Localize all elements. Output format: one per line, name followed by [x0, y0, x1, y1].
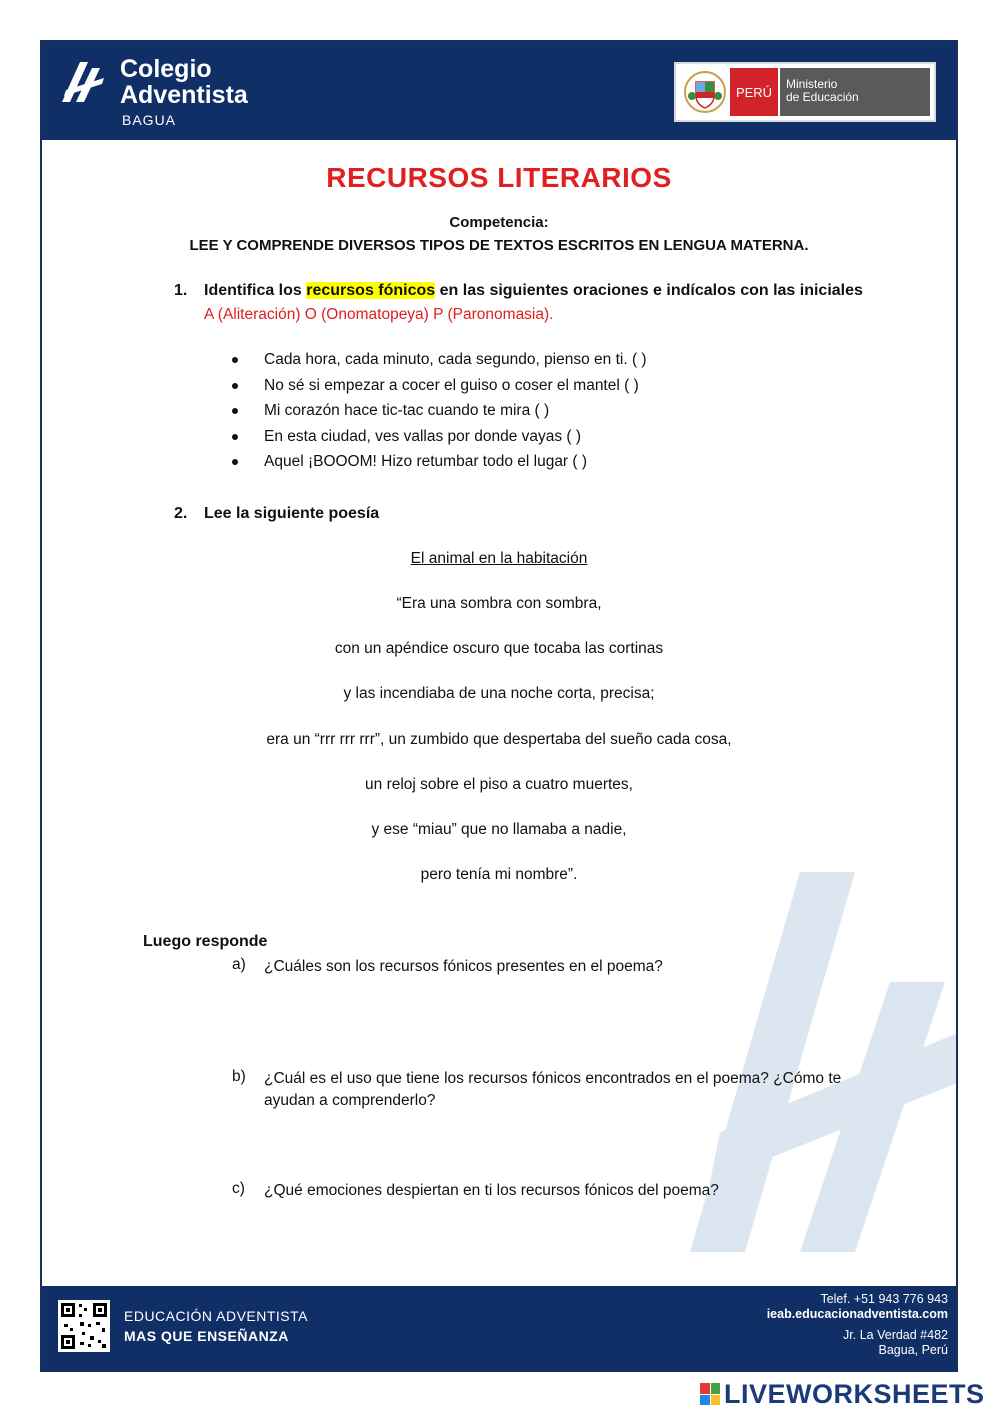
sentence-text: Mi corazón hace tic-tac cuando te mira ( )	[264, 402, 550, 419]
ministry-name	[780, 68, 930, 116]
question-letter: b)	[232, 1068, 246, 1085]
footer-phone: Telef. +51 943 776 943	[820, 1292, 948, 1306]
list-item[interactable]	[232, 449, 647, 475]
qr-code-icon	[58, 1300, 110, 1352]
liveworksheets-logo[interactable]	[700, 1378, 985, 1410]
question-1	[174, 282, 863, 300]
list-item[interactable]	[232, 373, 647, 399]
question-1-text-after: en las siguientes oraciones e indícalos con las iniciales	[435, 282, 863, 299]
bullet-icon	[232, 459, 238, 465]
poem-line: y las incendiaba de una noche corta, precisa;	[343, 685, 655, 702]
footer-address-line2: Bagua, Perú	[878, 1343, 948, 1357]
question-letter: c)	[232, 1180, 245, 1197]
ministry-name-line2: de Educación	[786, 90, 859, 104]
sentence-text: No sé si empezar a cocer el guiso o coser el mantel ( )	[264, 376, 639, 394]
poem-line: un reloj sobre el piso a cuatro muertes,	[365, 776, 633, 793]
worksheet-page	[40, 40, 958, 1372]
question-1-text-before: Identifica los	[204, 282, 307, 299]
school-name	[120, 56, 248, 108]
footer-website: ieab.educacionadventista.com	[766, 1307, 948, 1321]
list-item[interactable]	[232, 424, 647, 450]
page-title: RECURSOS LITERARIOS	[326, 162, 672, 193]
bullet-icon	[232, 357, 238, 363]
school-name-line2: Adventista	[120, 81, 248, 109]
luego-responde-label: Luego responde	[143, 933, 268, 950]
footer-slogan-line2: MAS QUE ENSEÑANZA	[124, 1328, 289, 1344]
question-2-number: 2.	[174, 505, 188, 522]
liveworksheets-brand: LIVEWORKSHEETS	[724, 1378, 985, 1409]
question-text: ¿Qué emociones despiertan en ti los recursos fónicos del poema?	[264, 1182, 719, 1199]
poem-line: “Era una sombra con sombra,	[396, 595, 602, 612]
question-text: ¿Cuáles son los recursos fónicos presentes en el poema?	[264, 958, 663, 975]
school-location: BAGUA	[122, 112, 177, 128]
question-text: ¿Cuál es el uso que tiene los recursos fónicos encontrados en el poema? ¿Cómo te ayudan a comprenderlo?	[264, 1070, 842, 1109]
competencia-label: Competencia:	[449, 214, 549, 231]
liveworksheets-icon	[700, 1383, 720, 1405]
poem-line: y ese “miau” que no llamaba a nadie,	[371, 821, 627, 838]
question-2	[174, 505, 379, 523]
coat-of-arms-icon	[682, 68, 728, 116]
question-letter: a)	[232, 956, 246, 973]
sentence-list	[232, 347, 647, 475]
competencia-text: LEE Y COMPRENDE DIVERSOS TIPOS DE TEXTOS ESCRITOS EN LENGUA MATERNA.	[189, 237, 809, 254]
ministry-country: PERÚ	[730, 68, 778, 116]
poem-line: era un “rrr rrr rrr”, un zumbido que despertaba del sueño cada cosa,	[266, 731, 732, 748]
school-name-line1: Colegio	[120, 55, 212, 83]
ministry-logo	[674, 62, 936, 122]
school-logo-icon	[58, 56, 110, 108]
question-2-text: Lee la siguiente poesía	[204, 505, 380, 522]
footer-contact	[767, 1292, 948, 1358]
question-1-number: 1.	[174, 282, 188, 299]
bullet-icon	[232, 383, 238, 389]
question-a	[232, 956, 892, 978]
ministry-name-line1: Ministerio	[786, 77, 838, 91]
bullet-icon	[232, 408, 238, 414]
sentence-text: Aquel ¡BOOOM! Hizo retumbar todo el lugar ( )	[264, 453, 588, 470]
list-item[interactable]	[232, 398, 647, 424]
list-item[interactable]	[232, 347, 647, 373]
poem-title: El animal en la habitación	[410, 550, 588, 567]
footer-address-line1: Jr. La Verdad #482	[843, 1328, 948, 1342]
question-1-highlight: recursos fónicos	[306, 282, 436, 299]
header-banner	[42, 42, 956, 140]
bullet-icon	[232, 434, 238, 440]
question-b	[232, 1068, 892, 1112]
poem-line: con un apéndice oscuro que tocaba las cortinas	[334, 640, 664, 657]
question-1-legend: A (Aliteración) O (Onomatopeya) P (Paronomasia).	[204, 306, 554, 323]
poem-line: pero tenía mi nombre”.	[420, 866, 578, 883]
sentence-text: Cada hora, cada minuto, cada segundo, pienso en ti. ( )	[264, 351, 647, 368]
sentence-text: En esta ciudad, ves vallas por donde vayas ( )	[264, 427, 582, 445]
footer-slogan-line1: EDUCACIÓN ADVENTISTA	[124, 1308, 308, 1324]
footer-banner	[42, 1286, 956, 1370]
question-c	[232, 1180, 892, 1202]
